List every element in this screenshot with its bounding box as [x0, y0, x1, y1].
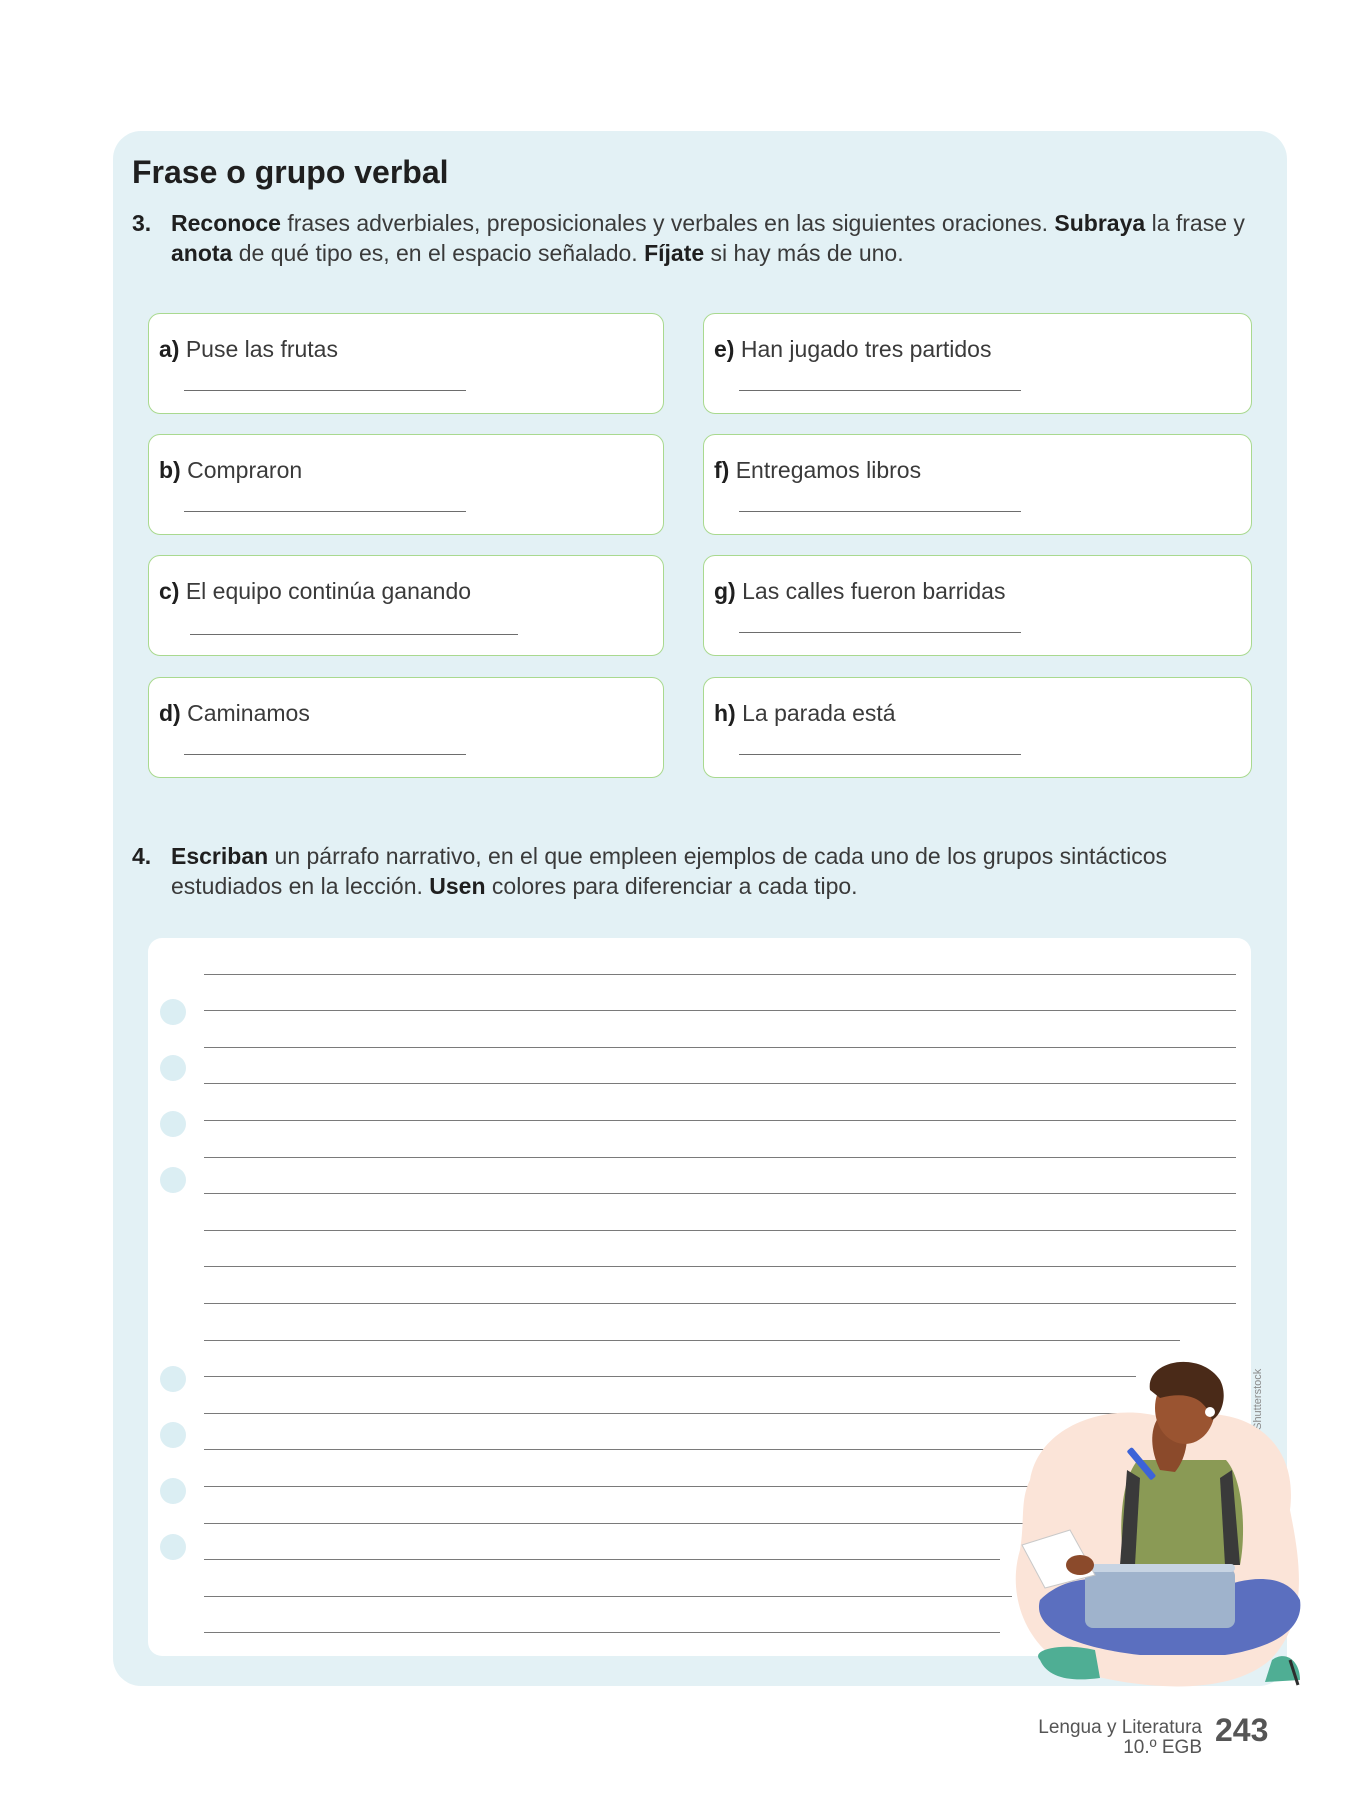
writing-line[interactable]: [204, 1523, 1024, 1524]
binder-hole: [160, 1055, 186, 1081]
answer-box-f: [703, 434, 1252, 535]
binder-hole: [160, 1167, 186, 1193]
answer-box-g: [703, 555, 1252, 656]
binder-hole: [160, 1366, 186, 1392]
question-number: 3.: [132, 210, 152, 236]
answer-box-h: [703, 677, 1252, 778]
question-text: Reconoce frases adverbiales, preposicionales y verbales en las siguientes oraciones. Subraya la frase y anota de qué tipo es, en el espacio señalado. Fíjate si hay más de uno.: [171, 210, 1245, 266]
binder-hole: [160, 1478, 186, 1504]
writing-line[interactable]: [204, 1266, 1236, 1267]
writing-line[interactable]: [204, 1157, 1236, 1158]
answer-line[interactable]: [739, 511, 1021, 512]
writing-line[interactable]: [204, 1596, 1012, 1597]
item-label: c) El equipo continúa ganando: [159, 578, 472, 604]
writing-line[interactable]: [204, 1193, 1236, 1194]
writing-line[interactable]: [204, 1413, 1124, 1414]
student-illustration: [1000, 1360, 1310, 1715]
question-4: [132, 841, 1277, 901]
writing-line[interactable]: [204, 1083, 1236, 1084]
grade-label: 10.º EGB: [1123, 1737, 1202, 1758]
writing-line[interactable]: [204, 1449, 1102, 1450]
binder-hole: [160, 1422, 186, 1448]
binder-hole: [160, 1111, 186, 1137]
answer-line[interactable]: [739, 632, 1021, 633]
answer-box-b: [148, 434, 664, 535]
answer-line[interactable]: [739, 390, 1021, 391]
item-label: h) La parada está: [714, 700, 896, 726]
item-label: g) Las calles fueron barridas: [714, 578, 1006, 604]
answer-line[interactable]: [184, 511, 466, 512]
binder-hole: [160, 1534, 186, 1560]
writing-line[interactable]: [204, 1340, 1180, 1341]
writing-line[interactable]: [204, 1230, 1236, 1231]
item-label: f) Entregamos libros: [714, 457, 922, 483]
book-title: Lengua y Literatura: [1038, 1717, 1202, 1738]
answer-box-c: [148, 555, 664, 656]
image-credit: ©Shutterstock: [1252, 1368, 1264, 1438]
answer-box-a: [148, 313, 664, 414]
answer-line[interactable]: [184, 754, 466, 755]
question-text: Escriban un párrafo narrativo, en el que empleen ejemplos de cada uno de los grupos sintácticos estudiados en la lección. Usen colores para diferenciar a cada tipo.: [171, 843, 1167, 899]
answer-box-d: [148, 677, 664, 778]
item-label: a) Puse las frutas: [159, 336, 338, 362]
writing-line[interactable]: [204, 974, 1236, 975]
question-3: [132, 208, 1277, 268]
writing-line[interactable]: [204, 1376, 1136, 1377]
writing-line[interactable]: [204, 1010, 1236, 1011]
answer-line[interactable]: [184, 390, 466, 391]
answer-line[interactable]: [739, 754, 1021, 755]
writing-line[interactable]: [204, 1303, 1236, 1304]
page-number: 243: [1215, 1712, 1269, 1748]
question-number: 4.: [132, 843, 152, 869]
answer-box-e: [703, 313, 1252, 414]
item-label: d) Caminamos: [159, 700, 310, 726]
item-label: e) Han jugado tres partidos: [714, 336, 992, 362]
writing-line[interactable]: [204, 1120, 1236, 1121]
item-label: b) Compraron: [159, 457, 303, 483]
binder-hole: [160, 999, 186, 1025]
writing-line[interactable]: [204, 1486, 1046, 1487]
answer-line[interactable]: [190, 634, 518, 635]
writing-line[interactable]: [204, 1559, 1000, 1560]
writing-line[interactable]: [204, 1632, 1000, 1633]
writing-line[interactable]: [204, 1047, 1236, 1048]
footer-book-info: [1014, 1718, 1202, 1758]
section-title: Frase o grupo verbal: [132, 154, 449, 190]
